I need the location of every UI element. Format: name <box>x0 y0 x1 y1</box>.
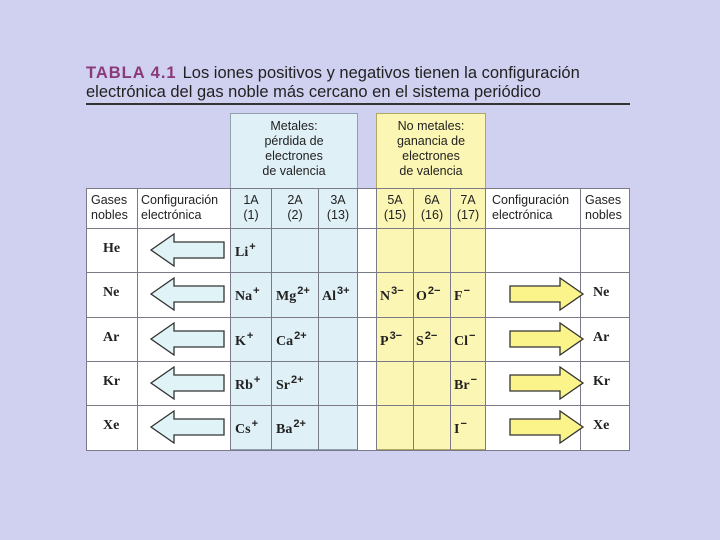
nonmetals-header-line: electrones <box>402 149 460 163</box>
ion-symbol: I <box>454 422 460 437</box>
ion-charge: 2+ <box>294 330 307 342</box>
ion-symbol: Br <box>454 378 470 393</box>
ion-charge: + <box>249 241 256 253</box>
metals-header-line: Metales: <box>270 119 318 133</box>
noble-gas-right-kr: Kr <box>593 374 611 389</box>
header-group-2a <box>272 193 318 223</box>
ion-charge: − <box>469 330 476 342</box>
ion-sr <box>276 374 304 394</box>
header-line: nobles <box>91 208 128 222</box>
ion-li <box>235 241 256 261</box>
ion-charge: 3+ <box>337 285 350 297</box>
ion-cl <box>454 330 475 350</box>
header-gases-right <box>585 193 622 223</box>
ion-charge: 2− <box>424 330 438 342</box>
header-line: (2) <box>287 208 303 222</box>
header-line: 2A <box>287 193 303 207</box>
header-line: Configuración <box>492 193 570 207</box>
arrow-right-shape <box>510 278 583 310</box>
noble-gas-right-ne: Ne <box>593 285 610 300</box>
ion-na <box>235 285 260 305</box>
title-line-2: electrónica del gas noble más cercano en el sistema periódico <box>86 83 541 101</box>
noble-gas-left-xe: Xe <box>103 418 120 433</box>
ion-s <box>416 330 437 350</box>
ion-o <box>416 285 440 305</box>
arrow-left-icon <box>150 410 226 444</box>
ion-charge: + <box>253 374 261 386</box>
ion-p <box>380 330 402 350</box>
noble-gas-right-ar: Ar <box>593 330 610 345</box>
table-label: TABLA 4.1 <box>86 64 177 82</box>
ion-al <box>322 285 350 305</box>
arrow-right-shape <box>510 323 583 355</box>
ion-mg <box>276 285 310 305</box>
header-line: 1A <box>243 193 259 207</box>
ion-symbol: O <box>416 289 427 304</box>
ion-symbol: Ba <box>276 422 293 437</box>
header-line: Gases <box>585 193 622 207</box>
arrow-left-icon <box>150 322 226 356</box>
noble-gas-left-ar: Ar <box>103 330 120 345</box>
arrow-left-shape <box>151 323 224 355</box>
noble-gas-right-xe: Xe <box>593 418 610 433</box>
metals-header-line: electrones <box>265 149 323 163</box>
ion-symbol: Li <box>235 245 249 260</box>
ion-charge: 3− <box>391 285 404 297</box>
arrow-right-icon <box>508 277 584 311</box>
arrow-right-icon <box>508 410 584 444</box>
ion-symbol: F <box>454 289 463 304</box>
ion-symbol: N <box>380 289 391 304</box>
arrow-right-icon <box>508 366 584 400</box>
arrow-left-shape <box>151 278 224 310</box>
ion-br <box>454 374 477 394</box>
header-group-7a <box>451 193 485 223</box>
nonmetals-header-line: ganancia de <box>396 134 466 148</box>
ion-n <box>380 285 404 305</box>
ion-symbol: Cl <box>454 334 468 349</box>
ion-charge: + <box>253 285 260 297</box>
noble-gas-left-he: He <box>103 241 121 256</box>
arrow-right-icon <box>508 322 584 356</box>
ion-cs <box>235 418 258 438</box>
header-line: (16) <box>420 208 444 222</box>
ion-symbol: Cs <box>235 422 251 437</box>
header-line: (1) <box>243 208 259 222</box>
arrow-left-icon <box>150 277 226 311</box>
header-config-right <box>492 193 569 223</box>
arrow-left-shape <box>151 367 224 399</box>
ion-charge: 2− <box>427 285 441 297</box>
ion-symbol: Mg <box>276 289 297 304</box>
arrow-right-shape <box>510 367 583 399</box>
arrow-right-shape <box>510 411 583 443</box>
ion-i <box>454 418 467 438</box>
header-line: nobles <box>585 208 622 222</box>
nonmetals-header-line: No metales: <box>397 119 465 133</box>
noble-gas-left-kr: Kr <box>103 374 121 389</box>
ion-symbol: Ca <box>276 334 294 349</box>
ion-charge: + <box>246 330 254 342</box>
ion-ba <box>276 418 306 438</box>
ion-charge: 2+ <box>297 285 310 297</box>
ion-charge: 2+ <box>291 374 304 386</box>
ion-symbol: Al <box>322 289 336 304</box>
ion-ca <box>276 330 307 350</box>
header-group-1a <box>231 193 271 223</box>
ion-k <box>235 330 253 350</box>
header-line: Gases <box>91 193 128 207</box>
ion-charge: − <box>463 285 470 297</box>
arrow-left-shape <box>151 234 224 266</box>
ion-charge: 3− <box>389 330 403 342</box>
header-gases-left <box>91 193 128 223</box>
ion-charge: + <box>251 418 258 430</box>
ion-charge: 2+ <box>293 418 306 430</box>
header-config-left <box>141 193 218 223</box>
ion-rb <box>235 374 260 394</box>
arrow-left-icon <box>150 233 226 267</box>
title-line-1: Los iones positivos y negativos tienen la configuración <box>182 64 580 82</box>
header-line: Configuración <box>141 193 219 207</box>
header-line: electrónica <box>141 208 202 222</box>
header-line: (15) <box>383 208 407 222</box>
noble-gas-left-ne: Ne <box>103 285 120 300</box>
header-line: 6A <box>424 193 440 207</box>
header-line: (17) <box>456 208 480 222</box>
header-line: electrónica <box>492 208 553 222</box>
ion-symbol: P <box>380 334 389 349</box>
ion-charge: − <box>460 418 467 430</box>
ion-symbol: S <box>416 334 424 349</box>
header-line: 3A <box>330 193 346 207</box>
metals-header-line: de valencia <box>262 164 326 178</box>
header-line: 7A <box>460 193 476 207</box>
ion-symbol: Rb <box>235 378 253 393</box>
ion-symbol: K <box>235 334 246 349</box>
header-group-3a <box>319 193 357 223</box>
arrow-left-shape <box>151 411 224 443</box>
ion-charge: − <box>470 374 477 386</box>
header-group-6a <box>414 193 450 223</box>
header-line: (13) <box>326 208 350 222</box>
metals-header-line: pérdida de <box>264 134 324 148</box>
header-group-5a <box>377 193 413 223</box>
arrow-left-icon <box>150 366 226 400</box>
nonmetals-header-line: de valencia <box>399 164 463 178</box>
ion-f <box>454 285 470 305</box>
ion-symbol: Sr <box>276 378 290 393</box>
ion-symbol: Na <box>235 289 253 304</box>
header-line: 5A <box>387 193 403 207</box>
